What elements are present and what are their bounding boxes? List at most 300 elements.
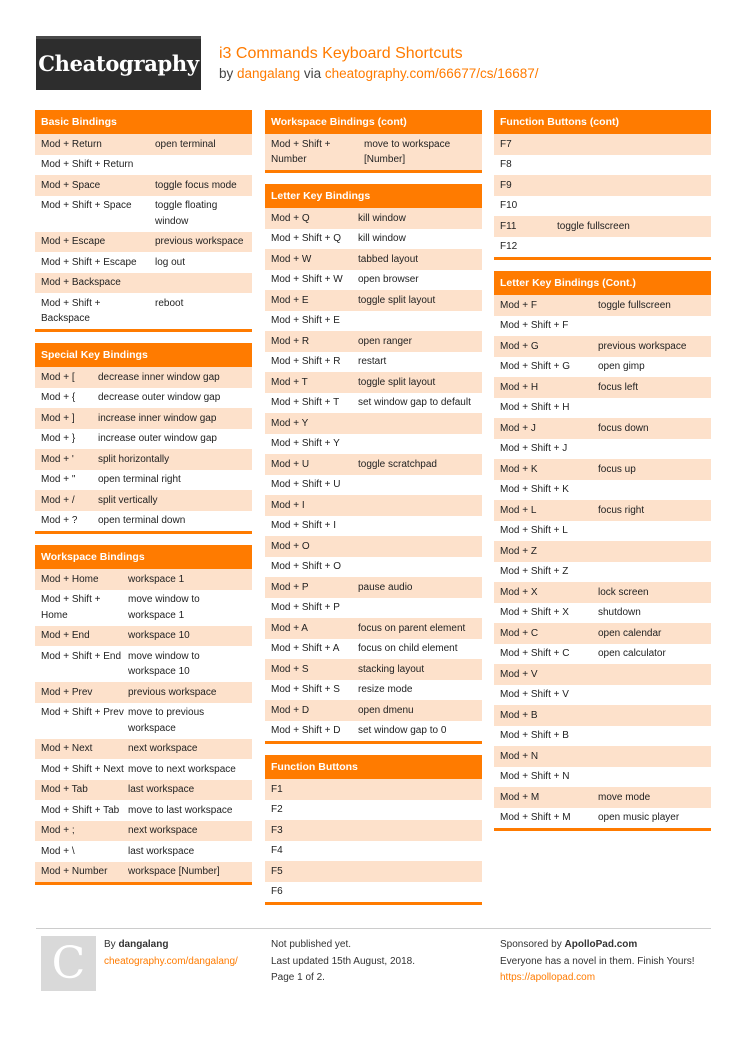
table-row bbox=[494, 336, 711, 357]
section-title: Function Buttons bbox=[265, 755, 482, 779]
shortcut-key: Mod + Shift + End bbox=[41, 650, 122, 662]
shortcut-action: move to workspace [Number] bbox=[364, 138, 451, 165]
shortcut-key: Mod + D bbox=[271, 704, 310, 716]
table-row bbox=[265, 434, 482, 455]
page-number: Page 1 of 2. bbox=[271, 972, 325, 983]
shortcut-key: Mod + Shift + G bbox=[500, 361, 571, 372]
shortcut-key: Mod + P bbox=[271, 581, 309, 593]
shortcut-action: toggle fullscreen bbox=[557, 220, 630, 232]
table-row bbox=[265, 721, 482, 742]
shortcut-action bbox=[557, 137, 705, 153]
shortcut-key: Mod + R bbox=[271, 335, 310, 347]
section-title: Workspace Bindings bbox=[35, 545, 252, 569]
table-row bbox=[494, 500, 711, 521]
table-row bbox=[494, 196, 711, 217]
shortcut-action bbox=[598, 482, 705, 498]
shortcut-action: set window gap to 0 bbox=[358, 725, 447, 736]
table-row bbox=[35, 569, 252, 590]
basic-bindings-section bbox=[35, 110, 252, 332]
shortcut-action: workspace [Number] bbox=[128, 866, 220, 877]
shortcut-key: Mod + I bbox=[271, 499, 305, 511]
table-row bbox=[265, 475, 482, 496]
footer-by: By bbox=[104, 939, 116, 950]
table-row bbox=[265, 882, 482, 903]
sponsor-tagline: Everyone has a novel in them. Finish Yours! bbox=[500, 955, 695, 967]
table-row bbox=[265, 680, 482, 701]
shortcut-action bbox=[358, 539, 476, 555]
table-row bbox=[35, 408, 252, 429]
shortcut-action bbox=[598, 667, 705, 683]
shortcut-action: move window to workspace 1 bbox=[128, 594, 200, 621]
shortcut-action bbox=[358, 313, 476, 329]
shortcut-action bbox=[557, 157, 705, 173]
table-row bbox=[265, 577, 482, 598]
shortcut-key: Mod + Next bbox=[41, 743, 93, 754]
table-row bbox=[265, 249, 482, 270]
cheatography-logo[interactable] bbox=[36, 36, 201, 90]
shortcut-key: Mod + E bbox=[271, 294, 309, 306]
table-row bbox=[494, 459, 711, 480]
shortcut-key: Mod + Shift + N bbox=[500, 771, 570, 782]
shortcut-action: toggle focus mode bbox=[155, 179, 237, 191]
shortcut-key: Mod + O bbox=[271, 540, 310, 552]
table-row bbox=[35, 252, 252, 273]
shortcut-key: Mod + Shift + Prev bbox=[41, 707, 124, 718]
shortcut-key: Mod + Shift + Z bbox=[500, 566, 569, 577]
shortcut-action bbox=[358, 782, 476, 798]
shortcut-key: Mod + Space bbox=[41, 179, 101, 191]
shortcut-key: Mod + Shift + H bbox=[500, 402, 570, 413]
shortcut-key: Mod + U bbox=[271, 458, 310, 470]
shortcut-key: Mod + Shift + Home bbox=[41, 594, 101, 621]
shortcut-action bbox=[557, 239, 705, 255]
shortcut-action: toggle floating window bbox=[155, 200, 218, 227]
table-row bbox=[265, 393, 482, 414]
footer-sponsor bbox=[500, 937, 695, 987]
table-row bbox=[265, 352, 482, 373]
shortcut-action bbox=[598, 318, 705, 334]
shortcut-action: toggle scratchpad bbox=[358, 458, 437, 470]
shortcut-key: F4 bbox=[271, 845, 283, 856]
byline-by: by bbox=[219, 66, 234, 81]
table-row bbox=[35, 470, 252, 491]
table-row bbox=[35, 862, 252, 883]
shortcut-action bbox=[598, 687, 705, 703]
shortcut-key: Mod + Shift + C bbox=[500, 648, 570, 659]
shortcut-action bbox=[557, 178, 705, 194]
shortcut-key: Mod + ; bbox=[41, 825, 75, 836]
shortcut-action: kill window bbox=[358, 212, 406, 224]
table-row bbox=[35, 196, 252, 232]
shortcut-action bbox=[358, 416, 476, 432]
author-link[interactable]: dangalang bbox=[237, 66, 301, 81]
byline bbox=[219, 66, 539, 81]
shortcut-key: Mod + F bbox=[500, 299, 537, 311]
shortcut-key: Mod + N bbox=[500, 750, 539, 762]
shortcut-action: previous workspace bbox=[128, 686, 217, 698]
table-row bbox=[494, 767, 711, 788]
table-row bbox=[494, 582, 711, 603]
shortcut-action: move to last workspace bbox=[128, 804, 233, 816]
shortcut-action: next workspace bbox=[128, 743, 198, 754]
page-header bbox=[36, 36, 716, 90]
shortcut-key: Mod + Shift + A bbox=[271, 643, 340, 654]
sponsor-name[interactable]: ApolloPad.com bbox=[564, 939, 638, 950]
shortcut-key: Mod + Backspace bbox=[41, 277, 121, 288]
table-row bbox=[265, 779, 482, 800]
shortcut-action: next workspace bbox=[128, 825, 198, 836]
shortcut-action bbox=[358, 884, 476, 900]
shortcut-key: Mod + Shift + Next bbox=[41, 763, 124, 775]
shortcut-action: kill window bbox=[358, 233, 406, 244]
shortcut-action: toggle fullscreen bbox=[598, 299, 671, 311]
shortcut-action: focus left bbox=[598, 381, 639, 393]
special-key-bindings-section bbox=[35, 343, 252, 534]
table-row bbox=[35, 155, 252, 176]
shortcut-key: Mod + B bbox=[500, 709, 538, 721]
shortcut-action bbox=[358, 559, 476, 575]
published-status: Not published yet. bbox=[271, 939, 352, 950]
shortcut-action: pause audio bbox=[358, 581, 413, 593]
letter-key-bindings-section bbox=[265, 184, 482, 744]
shortcut-action: last workspace bbox=[128, 784, 195, 795]
sponsor-link[interactable]: https://apollopad.com bbox=[500, 972, 596, 983]
shortcut-action bbox=[358, 518, 476, 534]
shortcut-action: stacking layout bbox=[358, 663, 425, 675]
table-row bbox=[494, 155, 711, 176]
shortcut-key: Mod + ? bbox=[41, 515, 78, 526]
shortcut-action bbox=[358, 600, 476, 616]
shortcut-key: Mod + Shift + M bbox=[500, 812, 571, 823]
sponsored-by-label: Sponsored by bbox=[500, 939, 562, 950]
shortcut-key: F3 bbox=[271, 824, 283, 836]
shortcut-key: Mod + S bbox=[271, 663, 309, 675]
shortcut-action: open calculator bbox=[598, 648, 666, 659]
shortcut-action bbox=[598, 769, 705, 785]
shortcut-action bbox=[598, 564, 705, 580]
byline-via: via bbox=[303, 66, 322, 81]
table-row bbox=[35, 646, 252, 682]
shortcut-key: Mod + Escape bbox=[41, 236, 106, 247]
table-row bbox=[265, 331, 482, 352]
shortcut-key: F12 bbox=[500, 241, 518, 252]
footer-author-link[interactable]: cheatography.com/dangalang/ bbox=[104, 955, 238, 967]
shortcut-key: F1 bbox=[271, 783, 283, 795]
shortcut-action: open gimp bbox=[598, 361, 645, 372]
shortcut-key: Mod + Shift + E bbox=[271, 315, 340, 326]
shortcut-key: Mod + Shift + W bbox=[271, 274, 343, 285]
table-row bbox=[494, 398, 711, 419]
table-row bbox=[494, 685, 711, 706]
shortcut-action bbox=[155, 157, 246, 173]
shortcut-action: focus right bbox=[598, 504, 645, 516]
shortcut-key: Mod + M bbox=[500, 791, 540, 803]
table-row bbox=[35, 175, 252, 196]
table-row bbox=[494, 603, 711, 624]
table-row bbox=[35, 590, 252, 626]
table-row bbox=[494, 237, 711, 258]
shortcut-key: F9 bbox=[500, 179, 512, 191]
shortcut-key: Mod + Number bbox=[41, 866, 108, 877]
table-row bbox=[265, 800, 482, 821]
footer-meta bbox=[271, 937, 415, 987]
shortcut-key: Mod + \ bbox=[41, 845, 75, 857]
shortcut-action: restart bbox=[358, 356, 387, 367]
footer-author-name[interactable]: dangalang bbox=[118, 939, 169, 950]
section-title: Letter Key Bindings (Cont.) bbox=[494, 271, 711, 295]
shortcut-key: Mod + Shift + X bbox=[500, 607, 569, 618]
section-title: Basic Bindings bbox=[35, 110, 252, 134]
workspace-bindings-section bbox=[35, 545, 252, 885]
table-row bbox=[265, 270, 482, 291]
shortcut-action: log out bbox=[155, 256, 186, 268]
shortcut-action bbox=[358, 823, 476, 839]
table-row bbox=[265, 516, 482, 537]
shortcut-key: F5 bbox=[271, 865, 283, 877]
shortcut-key: Mod + Home bbox=[41, 573, 99, 585]
shortcut-key: Mod + Shift + O bbox=[271, 561, 342, 572]
table-row bbox=[35, 800, 252, 821]
shortcut-key: Mod + G bbox=[500, 340, 539, 352]
table-row bbox=[35, 293, 252, 329]
shortcut-key: Mod + X bbox=[500, 586, 538, 598]
table-row bbox=[265, 208, 482, 229]
table-row bbox=[494, 175, 711, 196]
table-row bbox=[265, 290, 482, 311]
shortcut-key: F7 bbox=[500, 138, 512, 150]
table-row bbox=[35, 739, 252, 760]
table-row bbox=[265, 598, 482, 619]
table-row bbox=[35, 511, 252, 532]
shortcut-action: open music player bbox=[598, 812, 680, 823]
table-row bbox=[35, 388, 252, 409]
shortcut-action: move window to workspace 10 bbox=[128, 650, 200, 677]
shortcut-key: Mod + Z bbox=[500, 545, 537, 557]
shortcut-action bbox=[598, 708, 705, 724]
table-row bbox=[35, 490, 252, 511]
shortcut-action: open calendar bbox=[598, 627, 662, 639]
logo-text: Cheatography bbox=[38, 50, 199, 76]
table-row bbox=[35, 682, 252, 703]
shortcut-action bbox=[358, 477, 476, 493]
shortcut-key: Mod + Shift + P bbox=[271, 602, 340, 613]
shortcut-key: Mod + { bbox=[41, 392, 76, 403]
section-title: Letter Key Bindings bbox=[265, 184, 482, 208]
shortcut-key: Mod + Shift + Escape bbox=[41, 256, 137, 268]
shortcut-action: open terminal bbox=[155, 138, 216, 150]
table-row bbox=[494, 746, 711, 767]
shortcut-key: Mod + Shift + Tab bbox=[41, 804, 120, 816]
shortcut-key: Mod + H bbox=[500, 381, 539, 393]
section-title: Function Buttons (cont) bbox=[494, 110, 711, 134]
shortcut-key: Mod + K bbox=[500, 463, 538, 475]
table-row bbox=[494, 480, 711, 501]
letter-key-bindings-cont-section bbox=[494, 271, 711, 831]
shortcut-action bbox=[557, 198, 705, 214]
shortcut-key: Mod + Tab bbox=[41, 784, 88, 795]
shortcut-key: Mod + Shift + D bbox=[271, 725, 341, 736]
shortcut-action: decrease outer window gap bbox=[98, 392, 221, 403]
shortcut-action bbox=[598, 523, 705, 539]
shortcut-key: Mod + Shift + Return bbox=[41, 159, 134, 170]
shortcut-key: Mod + Shift + L bbox=[500, 525, 568, 536]
shortcut-key: Mod + ] bbox=[41, 412, 75, 424]
shortcut-action bbox=[358, 864, 476, 880]
table-row bbox=[35, 232, 252, 253]
table-row bbox=[265, 372, 482, 393]
shortcut-action: move to next workspace bbox=[128, 763, 236, 775]
shortcut-key: Mod + Shift + Q bbox=[271, 233, 342, 244]
table-row bbox=[494, 705, 711, 726]
table-row bbox=[35, 759, 252, 780]
section-title: Workspace Bindings (cont) bbox=[265, 110, 482, 134]
shortcut-action: tabbed layout bbox=[358, 253, 419, 265]
table-row bbox=[494, 644, 711, 665]
table-row bbox=[265, 134, 482, 170]
table-row bbox=[494, 808, 711, 829]
table-row bbox=[494, 216, 711, 237]
table-row bbox=[265, 536, 482, 557]
shortcut-key: Mod + W bbox=[271, 253, 312, 265]
table-row bbox=[494, 787, 711, 808]
table-row bbox=[265, 639, 482, 660]
column-3 bbox=[494, 110, 711, 842]
shortcut-action: increase outer window gap bbox=[98, 433, 217, 444]
shortcut-action bbox=[598, 544, 705, 560]
shortcut-action: focus on child element bbox=[358, 643, 458, 654]
shortcut-action: set window gap to default bbox=[358, 397, 471, 408]
shortcut-action: reboot bbox=[155, 297, 184, 309]
table-row bbox=[265, 495, 482, 516]
shortcut-key: Mod + Shift + I bbox=[271, 520, 337, 531]
shortcut-key: Mod + Shift + Backspace bbox=[41, 297, 101, 324]
last-updated: Last updated 15th August, 2018. bbox=[271, 955, 416, 967]
table-row bbox=[35, 429, 252, 450]
shortcut-action bbox=[358, 436, 476, 452]
table-row bbox=[494, 377, 711, 398]
shortcut-key: Mod + [ bbox=[41, 371, 75, 383]
table-row bbox=[265, 700, 482, 721]
shortcut-action: focus on parent element bbox=[358, 622, 466, 634]
table-row bbox=[265, 413, 482, 434]
table-row bbox=[265, 820, 482, 841]
shortcut-key: Mod + ' bbox=[41, 453, 74, 465]
shortcut-action bbox=[155, 275, 246, 291]
shortcut-key: Mod + Prev bbox=[41, 686, 93, 698]
table-row bbox=[265, 454, 482, 475]
shortcut-action bbox=[598, 400, 705, 416]
table-row bbox=[265, 557, 482, 578]
shortcut-action: lock screen bbox=[598, 586, 649, 598]
shortcut-key: Mod + Shift + B bbox=[500, 730, 569, 741]
shortcut-key: Mod + Shift + T bbox=[271, 397, 340, 408]
shortcut-action bbox=[358, 802, 476, 818]
table-row bbox=[265, 618, 482, 639]
shortcut-action: focus down bbox=[598, 422, 649, 434]
shortcut-key: Mod + End bbox=[41, 630, 90, 641]
shortcut-key: Mod + Shift + F bbox=[500, 320, 569, 331]
shortcut-key: Mod + Q bbox=[271, 212, 310, 224]
table-row bbox=[494, 623, 711, 644]
function-buttons-cont-section bbox=[494, 110, 711, 260]
shortcut-key: Mod + L bbox=[500, 504, 537, 516]
shortcut-key: Mod + A bbox=[271, 622, 308, 634]
shortcut-action: open dmenu bbox=[358, 704, 414, 716]
shortcut-action: split horizontally bbox=[98, 453, 170, 465]
shortcut-action bbox=[598, 749, 705, 765]
table-row bbox=[265, 229, 482, 250]
workspace-bindings-cont-section bbox=[265, 110, 482, 173]
shortcut-action: resize mode bbox=[358, 684, 413, 695]
table-row bbox=[494, 521, 711, 542]
shortcut-key: Mod + Shift + Number bbox=[271, 138, 331, 165]
shortcut-key: Mod + / bbox=[41, 494, 75, 506]
shortcut-key: Mod + T bbox=[271, 376, 308, 388]
table-row bbox=[35, 703, 252, 739]
shortcut-key: Mod + C bbox=[500, 627, 539, 639]
avatar-letter: C bbox=[51, 938, 86, 989]
shortcut-key: Mod + Shift + Y bbox=[271, 438, 340, 449]
function-buttons-section bbox=[265, 755, 482, 905]
author-avatar[interactable] bbox=[41, 936, 96, 991]
shortcut-key: Mod + V bbox=[500, 668, 538, 680]
shortcut-action: last workspace bbox=[128, 845, 195, 857]
shortcut-key: Mod + Shift + J bbox=[500, 443, 568, 454]
shortcut-action: decrease inner window gap bbox=[98, 371, 220, 383]
table-row bbox=[265, 659, 482, 680]
shortcut-action bbox=[358, 843, 476, 859]
shortcut-action bbox=[598, 728, 705, 744]
table-row bbox=[35, 134, 252, 155]
shortcut-key: F11 bbox=[500, 220, 517, 232]
shortcut-action: open browser bbox=[358, 274, 419, 285]
table-row bbox=[35, 626, 252, 647]
shortcut-key: Mod + Return bbox=[41, 138, 102, 150]
shortcut-action: move to previous workspace bbox=[128, 707, 205, 734]
table-row bbox=[35, 449, 252, 470]
table-row bbox=[494, 541, 711, 562]
shortcut-key: Mod + J bbox=[500, 422, 536, 434]
table-row bbox=[494, 418, 711, 439]
shortcut-action bbox=[598, 441, 705, 457]
shortcut-action: shutdown bbox=[598, 607, 641, 618]
shortcut-key: F8 bbox=[500, 159, 512, 170]
shortcut-action: split vertically bbox=[98, 494, 158, 506]
table-row bbox=[35, 841, 252, 862]
shortcut-action: open terminal right bbox=[98, 474, 181, 485]
shortcut-key: Mod + Shift + R bbox=[271, 356, 341, 367]
shortcut-key: Mod + Shift + U bbox=[271, 479, 341, 490]
shortcut-key: F10 bbox=[500, 200, 518, 211]
column-1 bbox=[35, 110, 252, 896]
page-title: i3 Commands Keyboard Shortcuts bbox=[219, 45, 463, 62]
column-2 bbox=[265, 110, 482, 916]
shortcut-key: Mod + Y bbox=[271, 417, 309, 429]
shortcut-key: Mod + } bbox=[41, 433, 76, 444]
table-row bbox=[35, 273, 252, 294]
shortcut-action: increase inner window gap bbox=[98, 412, 217, 424]
shortcut-action: workspace 1 bbox=[128, 573, 185, 585]
shortcut-action: toggle split layout bbox=[358, 294, 436, 306]
table-row bbox=[35, 367, 252, 388]
table-row bbox=[494, 357, 711, 378]
table-row bbox=[494, 439, 711, 460]
shortcut-key: Mod + Shift + Space bbox=[41, 200, 132, 211]
cheatsheet-url-link[interactable]: cheatography.com/66677/cs/16687/ bbox=[324, 66, 539, 81]
page-footer bbox=[36, 928, 711, 998]
table-row bbox=[265, 841, 482, 862]
shortcut-action: toggle split layout bbox=[358, 376, 436, 388]
